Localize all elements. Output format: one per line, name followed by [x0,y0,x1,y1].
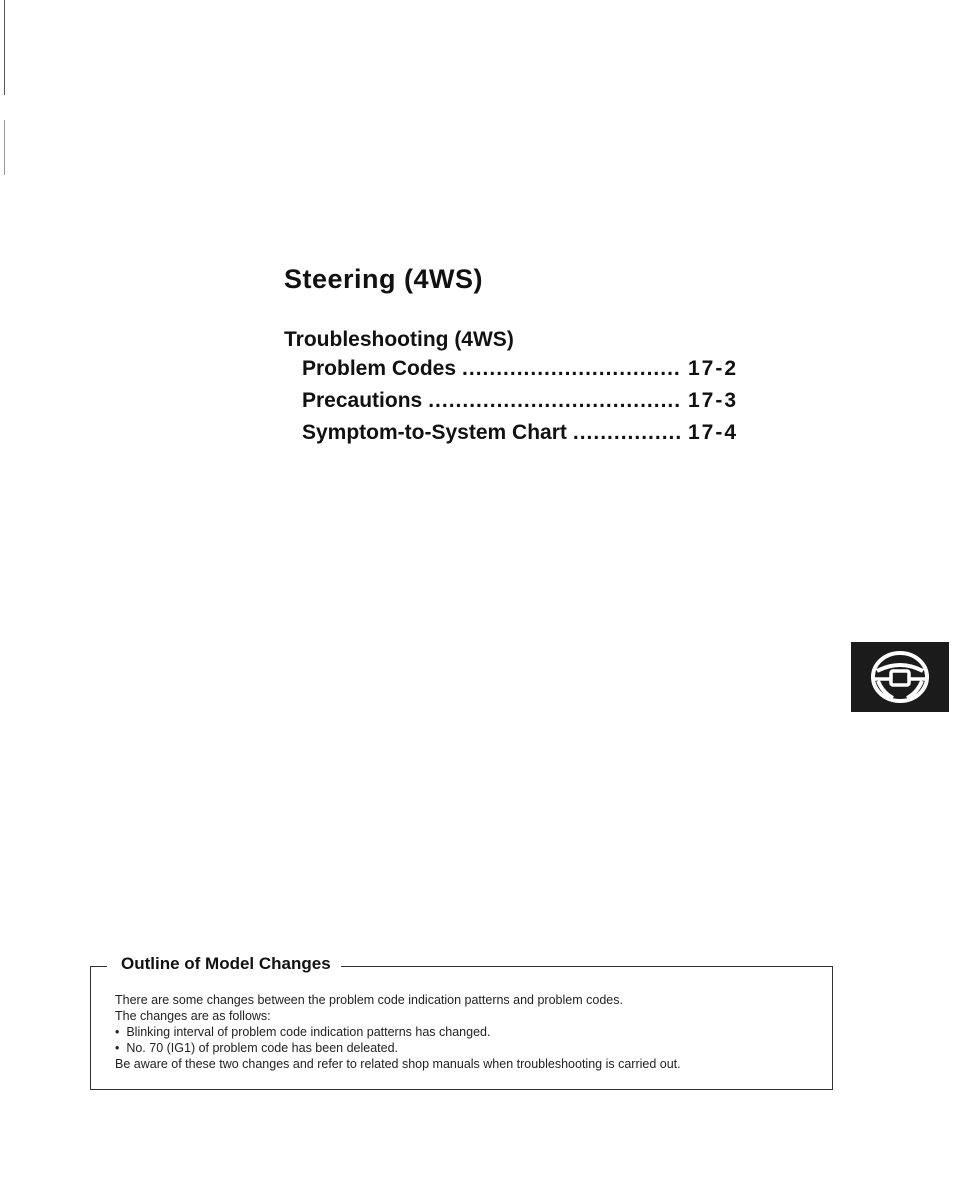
toc-entry-label: Symptom-to-System Chart [302,421,567,444]
group-title: Troubleshooting (4WS) [284,328,514,351]
table-of-contents [302,357,738,453]
outline-intro-line: There are some changes between the problem code indication patterns and problem codes. [115,993,623,1007]
scan-edge-line [4,120,5,175]
box-border-top-right [341,966,832,967]
toc-entry-page: 17-3 [687,389,738,412]
toc-entry-label: Precautions [302,389,423,412]
toc-entry-label: Problem Codes [302,357,457,380]
toc-entry-problem-codes[interactable] [302,357,738,389]
toc-dot-leader [428,389,682,413]
toc-entry-page: 17-4 [687,421,738,444]
outline-bullet-item: • No. 70 (IG1) of problem code has been deleated. [115,1040,822,1056]
box-border-top-left [91,966,107,967]
outline-closing-line: Be aware of these two changes and refer to related shop manuals when troubleshooting is carried out. [115,1057,681,1071]
section-tab-marker [851,642,949,712]
outline-body [115,992,822,1072]
toc-entry-page: 17-2 [687,357,738,380]
outline-bullet-item: • Blinking interval of problem code indication patterns has changed. [115,1024,822,1040]
section-title: Steering (4WS) [284,264,484,294]
steering-wheel-icon [869,649,931,705]
toc-dot-leader [573,421,682,445]
scan-edge-line [4,0,5,95]
outline-intro-line: The changes are as follows: [115,1009,271,1023]
outline-bullet-list [115,1024,822,1056]
outline-of-model-changes-box [90,954,833,1090]
toc-entry-precautions[interactable] [302,389,738,421]
toc-dot-leader [462,357,682,381]
outline-heading: Outline of Model Changes [117,954,335,974]
toc-entry-symptom-chart[interactable] [302,421,738,453]
